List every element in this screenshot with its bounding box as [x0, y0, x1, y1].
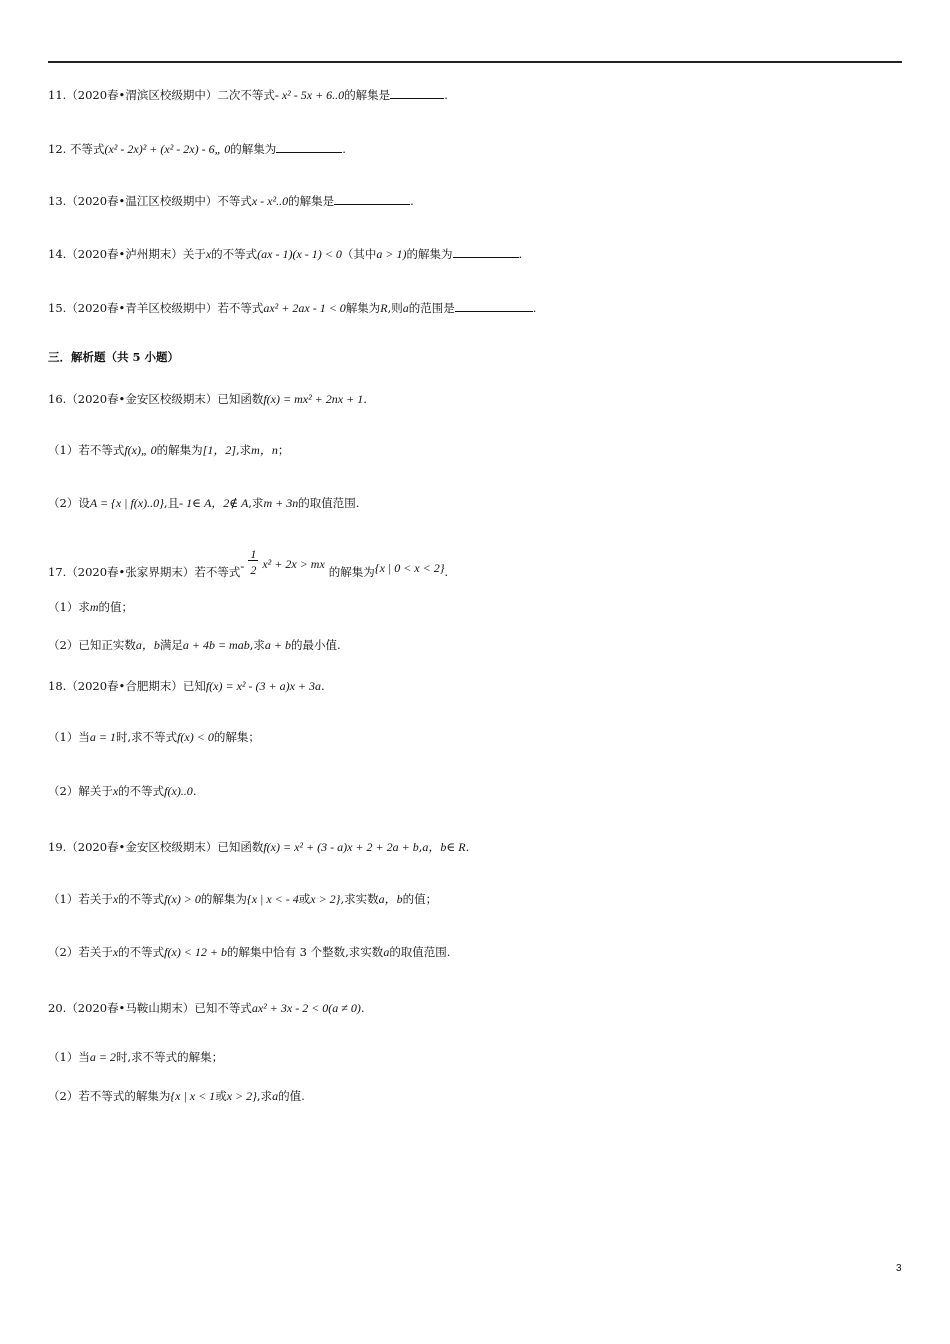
q17-p2-vars: a，b — [135, 638, 160, 652]
q19-cond: a，b∈ R — [422, 840, 466, 854]
q19-p1-vars: a，b — [378, 892, 403, 906]
q20-p2-var: a — [272, 1089, 279, 1103]
q16-p1-mid: 的解集为 — [156, 443, 203, 457]
q17-math: x² + 2x > mx — [262, 557, 325, 571]
page-number: 3 — [896, 1263, 902, 1274]
q19-end: . — [465, 840, 470, 854]
q16-p2-cond: - 1∈ A，2∉ A — [179, 496, 249, 510]
q19-p1-math: f(x) > 0 — [164, 892, 201, 906]
q20-p2-end: 的值. — [278, 1089, 305, 1103]
header-rule — [48, 61, 902, 63]
q19-p1-post: ,求实数 — [340, 892, 379, 906]
q15-prefix: 15.（2020春•青羊区校级期中）若不等式 — [48, 301, 264, 315]
question-11 — [48, 86, 448, 103]
q13-math: x - x²..0 — [251, 194, 289, 208]
q17-frac-den: 2 — [250, 563, 257, 577]
q15-mid2: ,则 — [387, 301, 403, 315]
q11-post: 的解集是 — [344, 88, 391, 102]
q16-p2-end: 的取值范围. — [298, 496, 360, 510]
q18-p1-cond: a = 1 — [89, 730, 116, 744]
q14-prefix: 14.（2020春•泸州期末）关于 — [48, 247, 206, 261]
q20-p2-prefix: （2）若不等式的解集为 — [48, 1089, 171, 1103]
q18-p2-var: x — [112, 784, 119, 798]
q18-p1-mid: 时,求不等式 — [115, 730, 178, 744]
q15-post: 的范围是 — [408, 301, 455, 315]
q19-p2-mid: 的不等式 — [118, 945, 165, 959]
q12-math: (x² - 2x)² + (x² - 2x) - 6„ 0 — [104, 142, 231, 156]
q16-p1-set: [1，2] — [202, 443, 236, 457]
q16-p2-prefix: （2）设 — [48, 496, 90, 510]
q17-p2-cond: a + 4b = mab — [182, 638, 250, 652]
question-18 — [48, 678, 325, 694]
question-14 — [48, 245, 522, 262]
q16-p2-mid: ,且 — [163, 496, 180, 510]
q20-p1-end: 时,求不等式的解集； — [115, 1050, 224, 1064]
q19-p2-prefix: （2）若关于 — [48, 945, 113, 959]
q17-p2-prefix: （2）已知正实数 — [48, 638, 136, 652]
question-20-part-2 — [48, 1088, 305, 1104]
question-12 — [48, 140, 346, 157]
q16-end: . — [363, 392, 367, 406]
q11-math: - x² - 5x + 6..0 — [274, 88, 345, 102]
question-17-part-2 — [48, 637, 341, 653]
q11-answer-blank[interactable] — [390, 86, 444, 99]
question-20 — [48, 1000, 365, 1016]
q15-var-r: R — [380, 301, 388, 315]
section-3-heading: 三．解析题（共 5 小题） — [48, 350, 180, 364]
q17-p1-var: m — [89, 600, 99, 614]
q18-p2-end: . — [192, 784, 197, 798]
q19-p1-set-1: {x | x < - 4 — [246, 892, 299, 906]
q16-p1-vars: m，n — [251, 443, 278, 457]
q12-end: . — [342, 142, 346, 156]
q14-cond-math: a > 1) — [376, 247, 407, 261]
q19-p1-prefix: （1）若关于 — [48, 892, 113, 906]
q17-mid: 的解集为 — [328, 565, 375, 579]
q17-p2-mid: 满足 — [159, 638, 183, 652]
question-16 — [48, 391, 367, 407]
question-20-part-1 — [48, 1049, 223, 1065]
q14-mid: 的不等式 — [211, 247, 258, 261]
q15-answer-blank[interactable] — [455, 299, 533, 312]
question-16-part-1 — [48, 442, 289, 458]
q19-p1-end: 的值； — [402, 892, 438, 906]
q16-p1-math: f(x)„ 0 — [124, 443, 157, 457]
q14-math: (ax - 1)(x - 1) < 0 — [257, 247, 342, 261]
q15-var-a: a — [402, 301, 409, 315]
q14-var-x: x — [205, 247, 212, 261]
q16-p1-end: ； — [277, 443, 290, 457]
q19-p2-var: x — [112, 945, 119, 959]
q19-prefix: 19.（2020春•金安区校级期末）已知函数 — [48, 840, 264, 854]
q18-p1-end: 的解集； — [213, 730, 260, 744]
q13-end: . — [410, 194, 414, 208]
q18-math: f(x) = x² - (3 + a)x + 3a — [205, 679, 322, 693]
q17-set: {x | 0 < x < 2} — [374, 561, 445, 575]
q13-prefix: 13.（2020春•温江区校级期中）不等式 — [48, 194, 252, 208]
q12-prefix: 12. 不等式 — [48, 142, 105, 156]
q14-cond: （其中 — [341, 247, 377, 261]
q13-answer-blank[interactable] — [334, 192, 410, 205]
q14-post: 的解集为 — [406, 247, 453, 261]
q16-p1-post: ,求 — [236, 443, 252, 457]
q19-p2-var-a: a — [383, 945, 390, 959]
q19-mid: , — [418, 840, 423, 854]
q20-p2-set-2: x > 2} — [226, 1089, 257, 1103]
q14-answer-blank[interactable] — [453, 245, 519, 258]
q14-end: . — [518, 247, 523, 261]
q13-post: 的解集是 — [288, 194, 335, 208]
q20-prefix: 20.（2020春•马鞍山期末）已知不等式 — [48, 1001, 252, 1015]
q17-p2-expr: a + b — [264, 638, 291, 652]
q19-p1-mid: 的不等式 — [118, 892, 165, 906]
q20-end: . — [360, 1001, 365, 1015]
q20-p2-set-1: {x | x < 1 — [170, 1089, 216, 1103]
q19-p2-mid2: 的解集中恰有 3 个整数,求实数 — [227, 945, 384, 959]
q18-p2-math: f(x)..0 — [164, 784, 193, 798]
q17-p2-post: ,求 — [249, 638, 265, 652]
q17-frac-num: 1 — [250, 547, 257, 561]
q18-p1-math: f(x) < 0 — [177, 730, 214, 744]
question-17 — [48, 547, 449, 580]
question-16-part-2 — [48, 495, 359, 511]
q15-end: . — [532, 301, 537, 315]
question-17-part-1 — [48, 599, 133, 615]
q20-p2-post: ,求 — [256, 1089, 273, 1103]
q15-mid: 解集为 — [345, 301, 381, 315]
question-19-part-1 — [48, 891, 437, 907]
q18-prefix: 18.（2020春•合肥期末）已知 — [48, 679, 206, 693]
q12-post: 的解集为 — [230, 142, 277, 156]
q12-answer-blank[interactable] — [276, 140, 342, 153]
q19-p1-set-2: x > 2} — [310, 892, 341, 906]
question-18-part-2 — [48, 783, 196, 799]
q16-p2-expr: m + 3n — [263, 496, 299, 510]
q17-p1-prefix: （1）求 — [48, 600, 90, 614]
q16-p2-math: A = {x | f(x)..0} — [89, 496, 164, 510]
q16-p2-post: ,求 — [248, 496, 264, 510]
q19-p1-or: 或 — [298, 892, 311, 906]
q17-p2-end: 的最小值. — [290, 638, 341, 652]
q16-p1-prefix: （1）若不等式 — [48, 443, 125, 457]
q17-fraction: - 1 2 — [240, 547, 257, 577]
question-13 — [48, 192, 414, 209]
q17-end: . — [444, 565, 449, 579]
q18-p1-prefix: （1）当 — [48, 730, 90, 744]
question-19 — [48, 839, 469, 855]
q17-prefix: 17.（2020春•张家界期末）若不等式 — [48, 565, 241, 579]
q18-p2-mid: 的不等式 — [118, 784, 165, 798]
q18-p2-prefix: （2）解关于 — [48, 784, 113, 798]
q19-math: f(x) = x² + (3 - a)x + 2 + 2a + b — [263, 840, 419, 854]
q19-p1-mid2: 的解集为 — [200, 892, 247, 906]
q19-p1-var: x — [112, 892, 119, 906]
q17-p1-end: 的值； — [98, 600, 133, 614]
q15-math: ax² + 2ax - 1 < 0 — [263, 301, 346, 315]
question-15 — [48, 299, 536, 316]
q19-p2-math: f(x) < 12 + b — [164, 945, 228, 959]
q20-p2-or: 或 — [215, 1089, 227, 1103]
question-18-part-1 — [48, 729, 260, 745]
q20-p1-prefix: （1）当 — [48, 1050, 90, 1064]
q11-prefix: 11.（2020春•渭滨区校级期中）二次不等式 — [48, 88, 275, 102]
q20-p1-cond: a = 2 — [89, 1050, 116, 1064]
q11-end: . — [444, 88, 448, 102]
q16-math: f(x) = mx² + 2nx + 1 — [263, 392, 364, 406]
q19-p2-end: 的取值范围. — [389, 945, 451, 959]
q20-math: ax² + 3x - 2 < 0(a ≠ 0) — [251, 1001, 361, 1015]
question-19-part-2 — [48, 944, 450, 960]
q16-prefix: 16.（2020春•金安区校级期末）已知函数 — [48, 392, 264, 406]
q18-end: . — [321, 679, 325, 693]
